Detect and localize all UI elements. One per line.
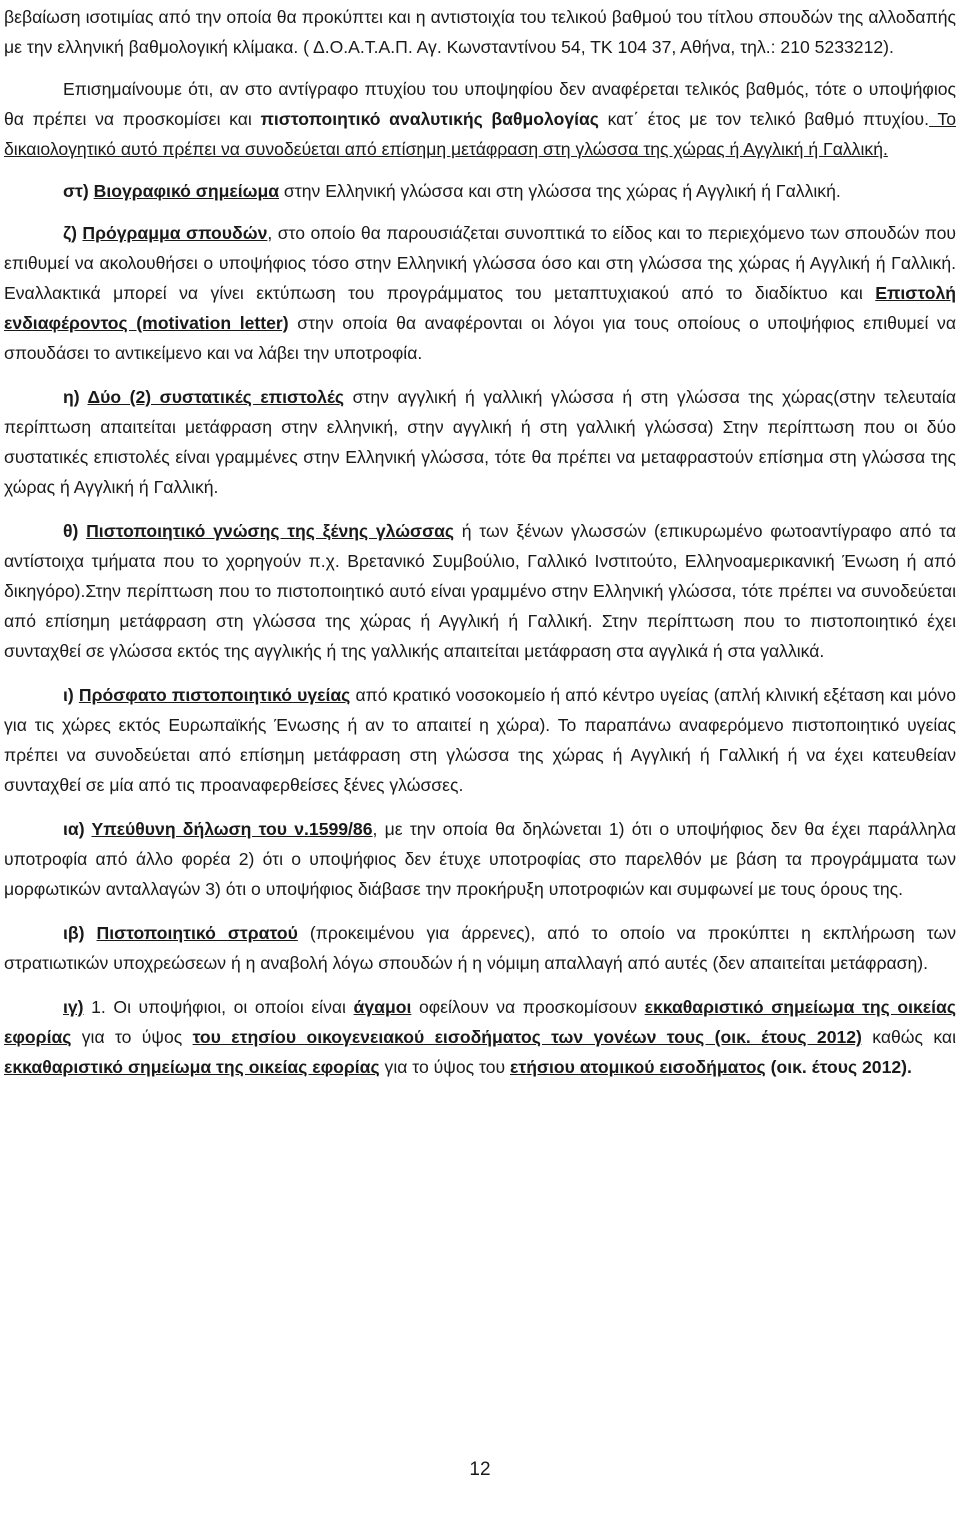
- paragraph-text: κατ΄ έτος με τον τελικό βαθμό πτυχίου.: [598, 109, 930, 129]
- paragraph-text: από κρατικό νοσοκομείο ή από κέντρο υγείας (απλή κλινική εξέταση και μόνο για τις χώρες εκτός Ευρωπαϊκής Ένωσης ή αν το απαιτεί η χώρα). Το παραπάνω αναφερόμενο πιστοποιητικό υγείας πρέπει να συνοδεύεται από επίσημη μετάφραση στη γλώσσα της χώρας ή Αγγλική ή Γαλλική ή να έχει κατευθείαν συνταχθεί σε μία από τις προαναφερθείσες ξένες γλώσσες.: [4, 685, 957, 795]
- paragraph-text: οφείλουν να προσκομίσουν: [411, 997, 645, 1017]
- item-th-language-certificate: [4, 516, 956, 666]
- paragraph-text: Επισημαίνουμε ότι, αν στο αντίγραφο πτυχίου του υποψηφίου δεν αναφέρεται τελικός βαθμός, τότε ο υποψήφιος θα πρέπει να προσκομίσει και: [4, 79, 956, 129]
- paragraph-text: , με την οποία θα δηλώνεται 1) ότι ο υποψήφιος δεν θα έχει παράλληλα υποτροφία από άλλο φορέα 2) ότι ο υποψήφιος δεν έτυχε υποτροφίας στο παρελθόν με βάση τα προγράμματα των μορφωτικών ανταλλαγών 3) ότι ο υποψήφιος διάβασε την προκήρυξη υποτροφιών και συμφωνεί με τους όρους της.: [4, 819, 956, 899]
- item-label: ζ): [63, 223, 83, 243]
- item-title: Πρόσφατο πιστοποιητικό υγείας: [78, 685, 351, 705]
- item-label: ια): [63, 819, 92, 839]
- page-number: 12: [469, 1459, 491, 1480]
- paragraph-text: στην οποία θα αναφέρονται οι λόγοι για τους οποίους ο υποψήφιος επιθυμεί να σπουδάσει το αντικείμενο και να λάβει την υποτροφία.: [4, 313, 956, 363]
- emphasis-personal-income: ετήσιου ατομικού εισοδήματος: [510, 1057, 766, 1077]
- item-ib-military-certificate: [4, 918, 956, 978]
- paragraph-text: βεβαίωση ισοτιμίας από την οποία θα προκύπτει και η αντιστοιχία του τελικού βαθμού του τίτλου σπουδών της αλλοδαπής με την ελληνική βαθμολογική κλίμακα. ( Δ.Ο.Α.Τ.Α.Π. Αγ. Κωνσταντίνου 54, ΤΚ 104 37, Αθήνα, τηλ.: 210 5233212).: [4, 7, 956, 57]
- paragraph-text: (προκειμένου για άρρενες), από το οποίο να προκύπτει η εκπλήρωση των στρατιωτικών υποχρεώσεων ή η αναβολή λόγω σπουδών ή η νόμιμη απαλλαγή από αυτές (δεν απαιτείται μετάφραση).: [4, 923, 956, 973]
- item-title: Υπεύθυνη δήλωση του ν.1599/86: [91, 819, 373, 839]
- paragraph-text: καθώς και: [861, 1027, 956, 1047]
- paragraph-text: στην αγγλική ή γαλλική γλώσσα ή στη γλώσσα της χώρας(στην τελευταία περίπτωση απαιτείται μετάφραση στην ελληνική, στην αγγλική ή στη γαλλική γλώσσα) Στην περίπτωση που οι δύο συστατικές επιστολές είναι γραμμένες στην Ελληνική γλώσσα, τότε θα πρέπει να μεταφραστούν επίσημα στη γλώσσα της χώρας ή Αγγλική ή Γαλλική.: [4, 387, 956, 497]
- paragraph-text: ή των ξένων γλωσσών (επικυρωμένο φωτοαντίγραφο από τα αντίστοιχα τμήματα που το χορηγούν π.χ. Βρετανικό Συμβούλιο, Γαλλικό Ινστιτούτο, Ελληνοαμερικανική Ένωση ή από δικηγόρο).Στην περίπτωση που το πιστοποιητικό αυτό είναι γραμμένο στην Ελληνική γλώσσα, τότε πρέπει να συνοδεύεται από επίσημη μετάφραση στη γλώσσα της χώρας ή Αγγλική ή Γαλλική. Στην περίπτωση που το πιστοποιητικό έχει συνταχθεί σε γλώσσα εκτός της αγγλικής ή της γαλλικής απαιτείται μετάφραση στα αγγλικά ή στα γαλλικά.: [4, 521, 956, 661]
- item-label: στ): [63, 181, 94, 201]
- paragraph-text: στην Ελληνική γλώσσα και στη γλώσσα της χώρας ή Αγγλική ή Γαλλική.: [279, 181, 841, 201]
- underlined-text: Το δικαιολογητικό αυτό πρέπει να συνοδεύεται από επίσημη μετάφραση στη γλώσσα της χώρας ή Αγγλική ή Γαλλική.: [4, 109, 956, 159]
- emphasis-transcript: πιστοποιητικό αναλυτικής βαθμολογίας: [260, 109, 599, 129]
- item-label: ιγ): [63, 997, 84, 1017]
- emphasis-unmarried: άγαμοι: [353, 997, 412, 1017]
- paragraph-grade-note: [4, 74, 956, 164]
- paragraph-text: για το ύψος: [71, 1027, 193, 1047]
- item-st-cv: [4, 176, 956, 206]
- emphasis-tax-statement: εκκαθαριστικό σημείωμα της οικείας εφορίας: [4, 997, 957, 1047]
- item-title: Πρόγραμμα σπουδών: [82, 223, 268, 243]
- paragraph-equivalence: [4, 2, 956, 62]
- item-h-recommendation-letters: [4, 382, 956, 502]
- emphasis-motivation-letter: Επιστολή ενδιαφέροντος (motivation letter): [4, 283, 956, 333]
- paragraph-text: , στο οποίο θα παρουσιάζεται συνοπτικά το είδος και το περιεχόμενο των σπουδών που επιθυμεί να ακολουθήσει ο υποψήφιος τόσο στην Ελληνική γλώσσα όσο και στη γλώσσα της χώρας ή Αγγλική ή Γαλλική. Εναλλακτικά μπορεί να γίνει εκτύπωση του προγράμματος του μεταπτυχιακού από το διαδίκτυο και: [4, 223, 956, 303]
- item-label: ιβ): [63, 923, 97, 943]
- emphasis-tax-statement: εκκαθαριστικό σημείωμα της οικείας εφορίας: [4, 1057, 380, 1077]
- emphasis-tax-year: (οικ. έτους 2012).: [765, 1057, 912, 1077]
- item-label: θ): [63, 521, 87, 541]
- item-ig-tax-statement: [4, 992, 956, 1082]
- item-label: η): [63, 387, 88, 407]
- item-i-health-certificate: [4, 680, 956, 800]
- emphasis-family-income: του ετησίου οικογενειακού εισοδήματος των γονέων τους (οικ. έτους 2012): [192, 1027, 862, 1047]
- item-ia-solemn-declaration: [4, 814, 956, 904]
- item-label: ι): [63, 685, 79, 705]
- paragraph-text: για το ύψος του: [379, 1057, 510, 1077]
- paragraph-text: 1. Οι υποψήφιοι, οι οποίοι είναι: [83, 997, 354, 1017]
- item-z-study-program: [4, 218, 956, 368]
- item-title: Πιστοποιητικό στρατού: [96, 923, 298, 943]
- item-title: Δύο (2) συστατικές επιστολές: [87, 387, 345, 407]
- item-title: Πιστοποιητικό γνώσης της ξένης γλώσσας: [86, 521, 455, 541]
- item-title: Βιογραφικό σημείωμα: [93, 181, 280, 201]
